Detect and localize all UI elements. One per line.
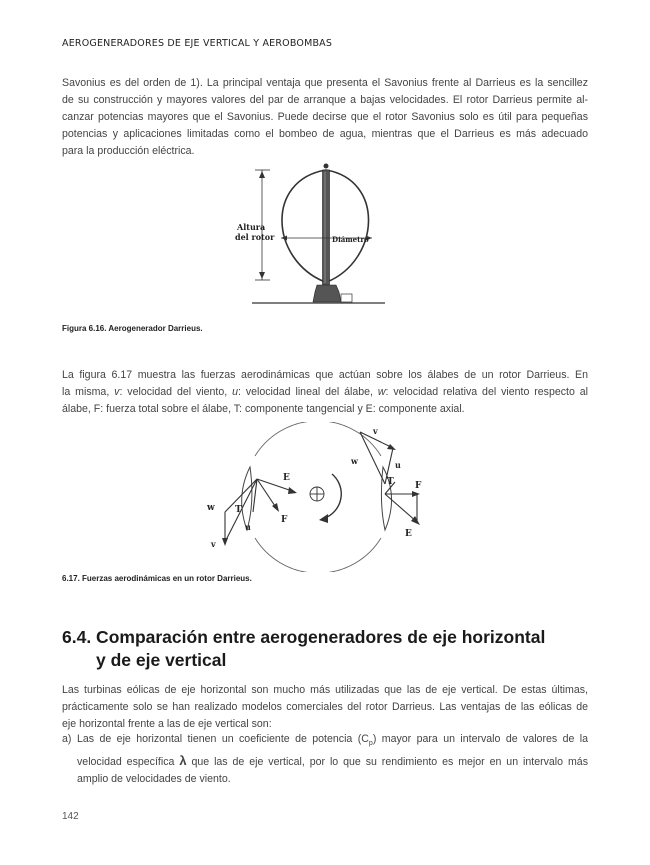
text-segment: : velocidad lineal del álabe, [237, 386, 378, 398]
text-segment: velocidad específica [77, 756, 180, 769]
label-w-right: w [351, 456, 358, 466]
aerodynamic-forces-figure [195, 422, 445, 572]
label-u-right: u [395, 460, 401, 470]
list-line [77, 752, 588, 771]
label-u-left: u [245, 522, 251, 532]
mast-top [324, 164, 329, 169]
diameter-label: Diámetro [332, 235, 369, 244]
label-T-left: T [235, 505, 242, 515]
rotor-circle [255, 422, 381, 572]
height-label-line2: del rotor [235, 232, 275, 242]
height-label-line1: Altura [237, 222, 266, 232]
rotation-arc [325, 474, 341, 518]
text-segment: ) mayor para un intervalo de valores de la [372, 733, 589, 745]
paragraph-line: de su construcción y mayores valores del par de arranque a bajas velocidades. El rotor Darrieus permite al- [62, 94, 588, 106]
label-E-left: E [283, 473, 290, 483]
label-T-right: T [387, 477, 394, 487]
section-heading [62, 626, 545, 672]
paragraph-darrieus-savonius [62, 75, 588, 160]
paragraph-line [62, 384, 588, 401]
generator-box [341, 294, 352, 302]
blade-left [282, 170, 326, 282]
italic-u: u [232, 386, 238, 398]
paragraph-line: canzar potencias mayores que el Savonius. Puede decirse que el rotor Savonius solo es útil para pequeñas [62, 111, 588, 123]
text-segment: : velocidad del viento, [119, 386, 233, 398]
text-segment: : velocidad relativa del viento respecto al [385, 386, 589, 398]
height-arrow-bottom [259, 272, 265, 279]
label-v-left: v [211, 539, 216, 549]
text-segment: Las de eje horizontal tienen un coeficiente de potencia (C [77, 733, 369, 745]
paragraph-line: potencias y aplicaciones limitadas como el bombeo de agua, mientras que el Darrieus es más adecuado [62, 128, 588, 140]
italic-v: v [114, 386, 120, 398]
rotor-mast [323, 170, 330, 285]
list-marker: a) [62, 733, 72, 745]
blade-right [326, 170, 369, 282]
paragraph-line: La figura 6.17 muestra las fuerzas aerodinámicas que actúan sobre los álabes de un rotor Darrieus. En [62, 369, 588, 381]
paragraph-comparison [62, 682, 588, 733]
darrieus-rotor-figure [225, 160, 390, 310]
italic-w: w [377, 386, 386, 398]
rotor-base [313, 285, 341, 302]
list-item-body [77, 731, 588, 788]
height-arrow-top [259, 171, 265, 178]
list-line: amplio de velocidades de viento. [77, 773, 231, 786]
figure-6-17-caption: 6.17. Fuerzas aerodinámicas en un rotor Darrieus. [62, 574, 252, 583]
label-F-right: F [415, 481, 422, 491]
arrow-E-left [288, 487, 297, 494]
arrow-v-right [387, 444, 396, 450]
paragraph-forces-intro [62, 367, 588, 418]
subscript-p: p [368, 740, 373, 748]
figure-6-16-caption: Figura 6.16. Aerogenerador Darrieus. [62, 324, 203, 333]
arrow-F-left [272, 503, 279, 512]
section-heading-line1: 6.4. Comparación entre aerogeneradores de eje horizontal [62, 627, 546, 647]
lambda-symbol: λ [179, 753, 187, 769]
paragraph-line: prácticamente solo se han realizado modelos comerciales del rotor Darrieus. Las ventajas de las eólicas de [62, 701, 588, 713]
arrow-F-right [412, 491, 420, 497]
paragraph-line: álabe, F: fuerza total sobre el álabe, T: componente tangencial y E: componente axial. [62, 403, 465, 415]
label-v-right: v [373, 426, 378, 436]
label-F-left: F [281, 515, 288, 525]
paragraph-line: para la producción eléctrica. [62, 145, 195, 157]
paragraph-line: eje horizontal frente a las de eje vertical son: [62, 718, 272, 730]
list-line [77, 731, 588, 752]
vector-w-right [360, 432, 385, 484]
rotation-arrow-head [319, 514, 328, 523]
paragraph-line: Las turbinas eólicas de eje horizontal son mucho más utilizadas que las de eje vertical. De estas últimas, [62, 684, 588, 696]
text-segment: la misma, [62, 386, 115, 398]
section-heading-line2: y de eje vertical [96, 650, 227, 670]
paragraph-line: Savonius es del orden de 1). La principal ventaja que presenta el Savonius frente al Darrieus es la sencillez [62, 77, 588, 89]
page-number: 142 [62, 811, 79, 822]
list-item-a [62, 731, 588, 788]
label-E-right: E [405, 529, 412, 539]
vector-F-left [257, 479, 277, 509]
text-segment: que las de eje vertical, por lo que su rendimiento es mejor en un intervalo más [186, 756, 588, 769]
running-header: AEROGENERADORES DE EJE VERTICAL Y AEROBOMBAS [62, 38, 333, 49]
label-w-left: w [207, 503, 215, 513]
